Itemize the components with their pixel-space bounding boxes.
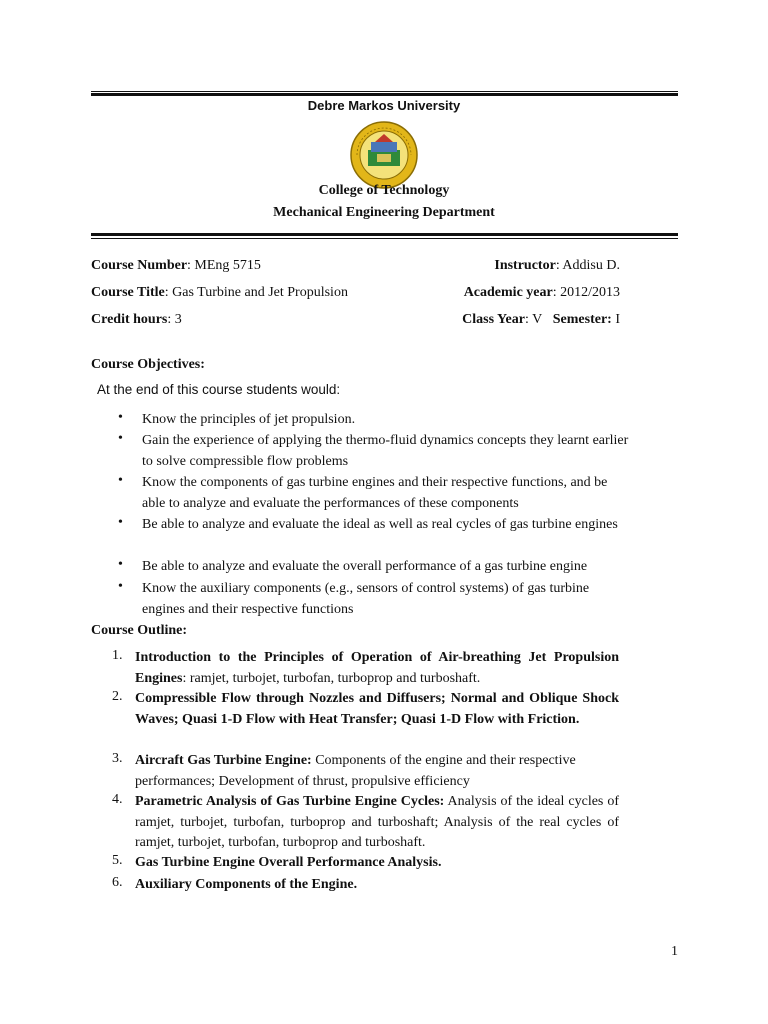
instructor-value: : Addisu D. bbox=[555, 258, 620, 273]
credit-hours-label: Credit hours bbox=[91, 312, 168, 327]
class-year-value: : V bbox=[525, 312, 543, 327]
objectives-heading: Course Objectives: bbox=[91, 357, 205, 372]
bullet-icon: • bbox=[118, 431, 123, 446]
university-seal-icon bbox=[349, 120, 419, 190]
course-number-label: Course Number bbox=[91, 258, 188, 273]
bullet-icon: • bbox=[118, 410, 123, 425]
semester-label: Semester: bbox=[552, 312, 612, 327]
bullet-icon: • bbox=[118, 557, 123, 572]
department-name: Mechanical Engineering Department bbox=[273, 205, 495, 220]
course-title-value: : Gas Turbine and Jet Propulsion bbox=[164, 285, 348, 300]
mid-rule-thick bbox=[91, 233, 678, 236]
course-title-label: Course Title bbox=[91, 285, 165, 300]
course-number bbox=[91, 258, 261, 274]
bullet-icon: • bbox=[118, 579, 123, 594]
top-rule-thick bbox=[91, 93, 678, 96]
college-name: College of Technology bbox=[318, 183, 450, 198]
bullet-icon: • bbox=[118, 473, 123, 488]
top-rule-thin bbox=[91, 91, 678, 92]
objectives-intro: At the end of this course students would: bbox=[97, 382, 341, 397]
credit-hours-value: : 3 bbox=[167, 312, 182, 327]
university-name: Debre Markos University bbox=[307, 98, 461, 113]
page-number: 1 bbox=[671, 944, 678, 959]
mid-rule-thin bbox=[91, 238, 678, 239]
outline-heading: Course Outline: bbox=[91, 623, 188, 638]
class-year-semester bbox=[462, 312, 620, 328]
academic-year bbox=[464, 285, 620, 301]
academic-year-label: Academic year bbox=[463, 285, 553, 300]
semester-value: I bbox=[611, 312, 620, 327]
bullet-icon: • bbox=[118, 515, 123, 530]
course-title bbox=[91, 285, 348, 301]
class-year-label: Class Year bbox=[462, 312, 525, 327]
credit-hours bbox=[91, 312, 182, 328]
academic-year-value: : 2012/2013 bbox=[552, 285, 620, 300]
instructor bbox=[494, 258, 620, 274]
instructor-label: Instructor bbox=[494, 258, 556, 273]
course-number-value: : MEng 5715 bbox=[187, 258, 261, 273]
